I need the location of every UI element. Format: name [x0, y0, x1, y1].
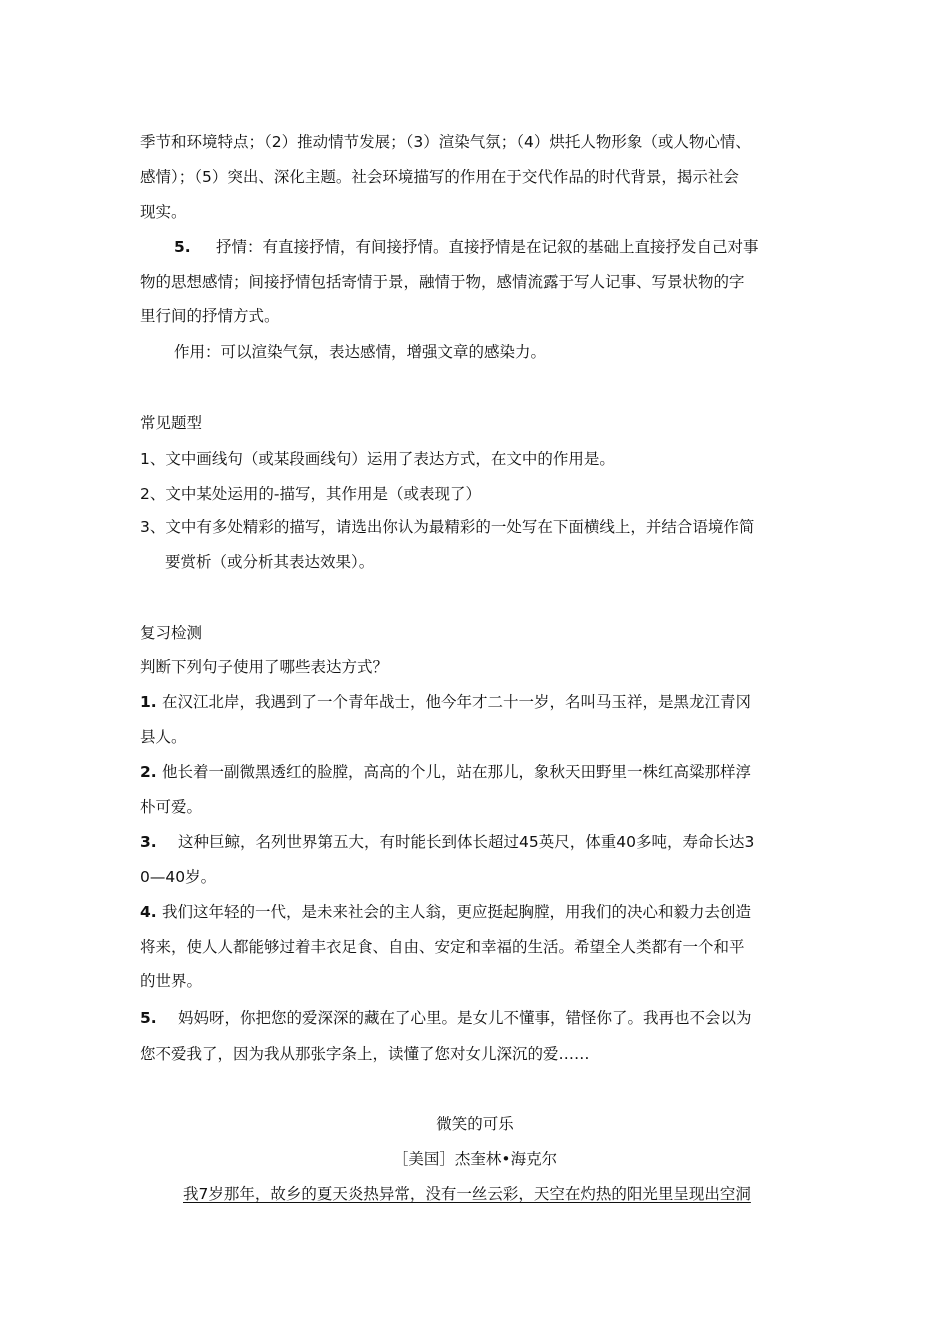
sentence-1-line-2: 县人。	[140, 728, 187, 746]
lyric-number: 5.	[174, 238, 191, 256]
story-first-line: 我7岁那年，故乡的夏天炎热异常，没有一丝云彩，天空在灼热的阳光里呈现出空洞	[183, 1185, 751, 1203]
sentence-4-number: 4.	[140, 903, 157, 921]
review-prompt: 判断下列句子使用了哪些表达方式？	[140, 658, 389, 676]
story-author: ［美国］杰奎林•海克尔	[392, 1150, 558, 1168]
lyric-effect: 作用：可以渲染气氛，表达感情，增强文章的感染力。	[174, 343, 547, 361]
sentence-2-line-2: 朴可爱。	[140, 798, 203, 816]
lyric-line-3: 里行间的抒情方式。	[140, 307, 280, 325]
sentence-3-line-2: 0—40岁。	[140, 868, 217, 886]
sentence-4-line-2: 将来，使人人都能够过着丰衣足食、自由、安定和幸福的生活。希望全人类都有一个和平	[140, 938, 745, 956]
intro-line-2: 感情）；（5）突出、深化主题。社会环境描写的作用在于交代作品的时代背景，揭示社会	[140, 168, 739, 186]
common-question-3-line-2: 要赏析（或分析其表达效果）。	[165, 553, 375, 571]
review-heading: 复习检测	[140, 624, 203, 642]
sentence-3-number: 3.	[140, 833, 157, 851]
story-title: 微笑的可乐	[436, 1115, 514, 1133]
sentence-4-line-1: 我们这年轻的一代，是未来社会的主人翁，更应挺起胸膛，用我们的决心和毅力去创造	[162, 903, 752, 921]
common-question-1: 1、文中画线句（或某段画线句）运用了表达方式，在文中的作用是。	[140, 450, 615, 468]
sentence-2-line-1: 他长着一副微黑透红的脸膛，高高的个儿，站在那儿，象秋天田野里一株红高粱那样淳	[162, 763, 752, 781]
lyric-line-2: 物的思想感情；间接抒情包括寄情于景，融情于物，感情流露于写人记事、写景状物的字	[140, 273, 745, 291]
intro-line-3: 现实。	[140, 203, 187, 221]
intro-line-1: 季节和环境特点；（2）推动情节发展；（3）渲染气氛；（4）烘托人物形象（或人物心情、	[140, 133, 751, 151]
common-question-2: 2、文中某处运用的-描写，其作用是（或表现了）	[140, 485, 481, 503]
sentence-3-line-1: 这种巨鲸，名列世界第五大，有时能长到体长超过45英尺，体重40多吨，寿命长达3	[178, 833, 755, 851]
sentence-1-number: 1.	[140, 693, 157, 711]
common-question-3-line-1: 3、文中有多处精彩的描写，请选出你认为最精彩的一处写在下面横线上，并结合语境作简	[140, 518, 755, 536]
sentence-5-line-1: 妈妈呀，你把您的爱深深的藏在了心里。是女儿不懂事，错怪你了。我再也不会以为	[178, 1009, 752, 1027]
lyric-line-1: 抒情：有直接抒情，有间接抒情。直接抒情是在记叙的基础上直接抒发自己对事	[216, 238, 759, 256]
sentence-2-number: 2.	[140, 763, 157, 781]
sentence-4-line-3: 的世界。	[140, 972, 203, 990]
sentence-1-line-1: 在汉江北岸，我遇到了一个青年战士，他今年才二十一岁，名叫马玉祥，是黑龙江青冈	[162, 693, 752, 711]
sentence-5-line-2: 您不爱我了，因为我从那张字条上，读懂了您对女儿深沉的爱……	[140, 1045, 590, 1063]
sentence-5-number: 5.	[140, 1009, 157, 1027]
common-heading: 常见题型	[140, 414, 203, 432]
